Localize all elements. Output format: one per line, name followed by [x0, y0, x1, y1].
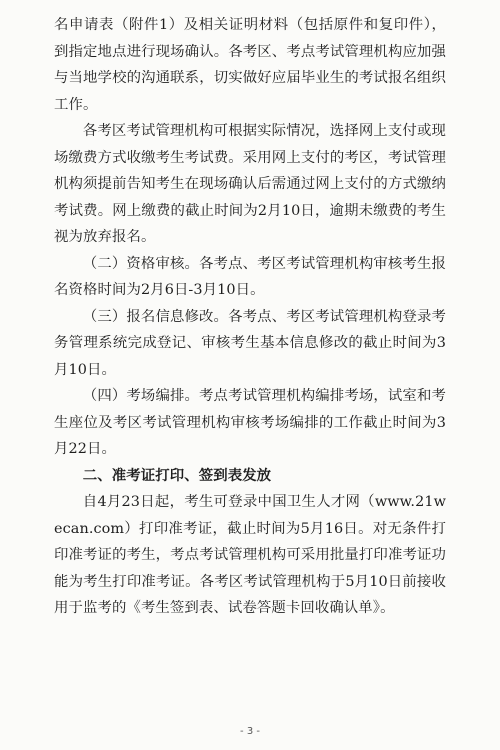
page-number: - 3 - [240, 726, 260, 737]
paragraph-exam-fee-payment: 各考区考试管理机构可根据实际情况，选择网上支付或现场缴费方式收缴考生考试费。采用网上支付的考区，考试管理机构须提前告知考生在现场确认后需通过网上支付的方式缴纳考试费。网上缴费的截止时间为2月10日，逾期未缴费的考生视为放弃报名。 [54, 123, 446, 245]
paragraph-info-modification: （三）报名信息修改。各考点、考区考试管理机构登录考务管理系统完成登记、审核考生基本信息修改的截止时间为3月10日。 [54, 308, 446, 378]
paragraph-exam-room-arrangement: （四）考场编排。考点考试管理机构编排考场，试室和考生座位及考区考试管理机构审核考场编排的工作截止时间为3月22日。 [54, 388, 446, 457]
section-heading-admission-ticket: 二、准考证打印、签到表发放 [82, 467, 272, 484]
paragraph-qualification-review: （二）资格审核。各考点、考区考试管理机构审核考生报名资格时间为2月6日-3月10日。 [54, 255, 446, 298]
document-body [54, 12, 446, 622]
paragraph-registration-confirmation: 名申请表（附件1）及相关证明材料（包括原件和复印件），到指定地点进行现场确认。各考区、考点考试管理机构应加强与当地学校的沟通联系，切实做好应届毕业生的考试报名组织工作。 [54, 17, 446, 113]
paragraph-admission-ticket-printing: 自4月23日起，考生可登录中国卫生人才网（www.21wecan.com）打印准考证，截止时间为5月16日。对无条件打印准考证的考生，考点考试管理机构可采用批量打印准考证功能为考生打印准考证。各考区考试管理机构于5月10日前接收用于监考的《考生签到表、试卷答题卡回收确认单》。 [54, 494, 446, 616]
